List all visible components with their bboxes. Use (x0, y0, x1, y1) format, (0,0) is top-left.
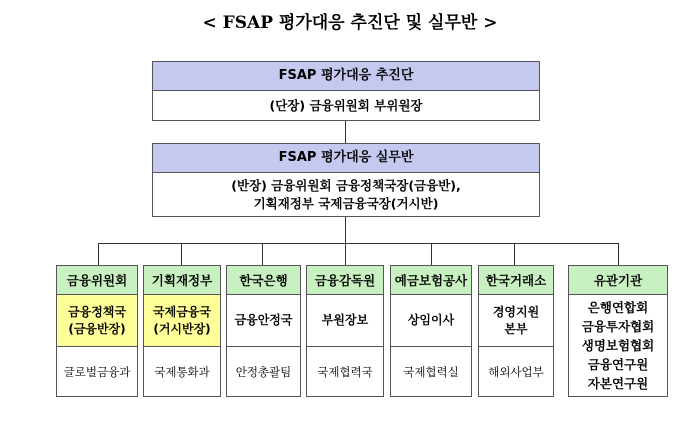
org-unit-line: 부원장보 (321, 313, 369, 327)
task-force-leader-text: (단장) 금융위원회 부위원장 (269, 98, 423, 113)
org-sub-unit: 해외사업부 (478, 347, 554, 397)
page-title: < FSAP 평가대응 추진단 및 실무반 > (202, 13, 498, 33)
org-sub-unit: 국제통화과 (143, 347, 221, 397)
org-header: 금융감독원 (306, 265, 384, 295)
org-unit-line: 금융안정국 (234, 313, 293, 327)
connector-line (181, 243, 182, 265)
related-org-item: 금융연구원 (587, 357, 649, 372)
org-unit-line: 상임이사 (407, 313, 455, 327)
org-unit (226, 295, 301, 347)
org-header: 예금보험공사 (390, 265, 472, 295)
connector-line (345, 217, 346, 243)
working-group-leader-line1: (반장) 금융위원회 금융정책국장(금융반), (231, 177, 461, 193)
task-force-header (152, 61, 540, 91)
connector-line (98, 243, 618, 244)
org-sub-unit: 안정총괄팀 (226, 347, 301, 397)
org-header: 한국거래소 (478, 265, 554, 295)
org-sub-unit: 글로벌금융과 (56, 347, 138, 397)
related-org-list (568, 295, 668, 397)
org-unit (478, 295, 554, 347)
org-header: 기획재정부 (143, 265, 221, 295)
org-unit-line: 국제금융국 (153, 304, 211, 319)
working-group-title: FSAP 평가대응 실무반 (278, 150, 414, 165)
task-force-leader (152, 91, 540, 121)
org-unit (56, 295, 138, 347)
org-unit-line: 금융정책국 (68, 304, 126, 319)
working-group-header (152, 143, 540, 173)
org-unit-line: (거시반장) (153, 321, 211, 336)
org-unit-line: 본부 (504, 321, 528, 336)
org-unit (143, 295, 221, 347)
org-sub-unit: 국제협력국 (306, 347, 384, 397)
connector-line (514, 243, 515, 265)
connector-line (345, 121, 346, 143)
related-org-item: 자본연구원 (587, 376, 649, 391)
working-group-leader-line2: 기획재정부 국제금융국장(거시반) (253, 195, 439, 211)
connector-line (98, 243, 99, 265)
working-group-leaders (152, 173, 540, 217)
org-unit (390, 295, 472, 347)
org-unit-line: 경영지원 (492, 304, 540, 319)
related-org-header: 유관기관 (568, 265, 668, 295)
connector-line (345, 243, 346, 265)
connector-line (431, 243, 432, 265)
org-header: 금융위원회 (56, 265, 138, 295)
related-org-item: 생명보험협회 (581, 338, 655, 353)
connector-line (618, 243, 619, 265)
connector-line (262, 243, 263, 265)
task-force-title: FSAP 평가대응 추진단 (278, 68, 414, 83)
org-unit (306, 295, 384, 347)
org-sub-unit: 국제협력실 (390, 347, 472, 397)
org-unit-line: (금융반장) (68, 321, 126, 336)
related-org-item: 은행연합회 (587, 300, 649, 315)
related-org-item: 금융투자협회 (581, 319, 655, 334)
org-header: 한국은행 (226, 265, 301, 295)
